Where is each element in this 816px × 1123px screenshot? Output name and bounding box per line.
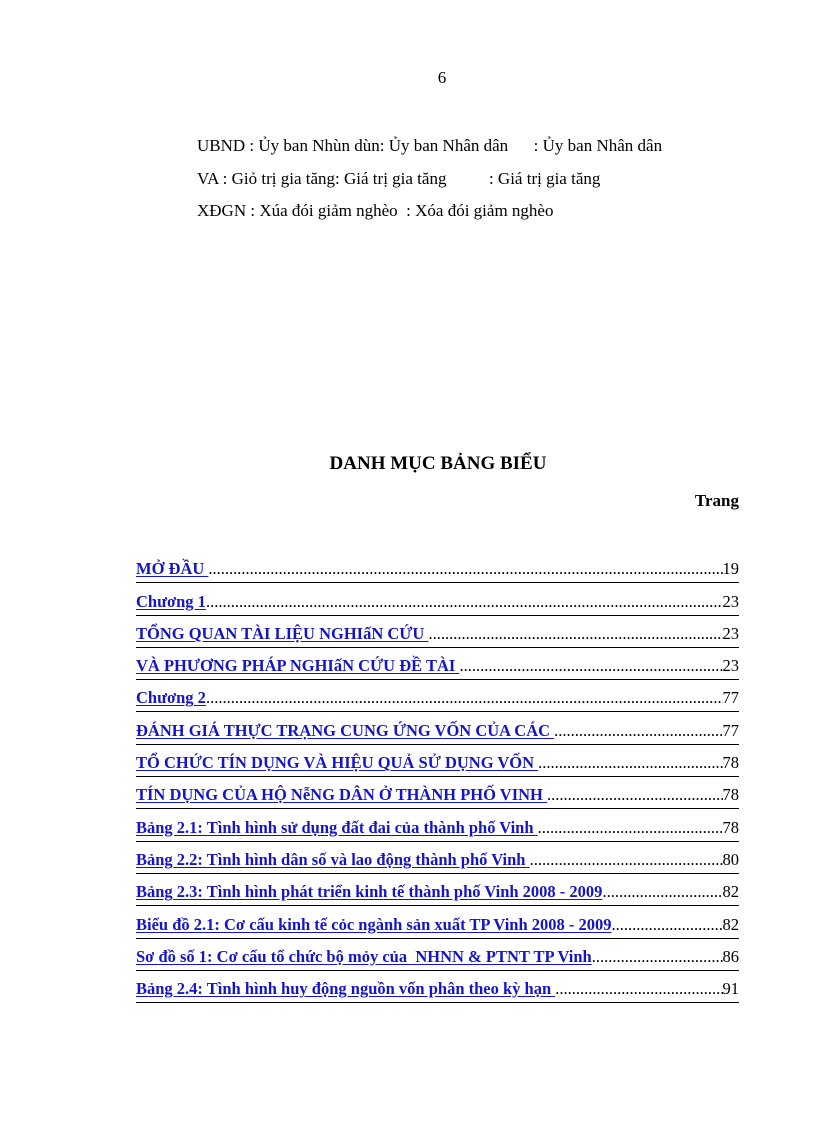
toc-entry-label[interactable]: TỔNG QUAN TÀI LIỆU NGHIấN CỨU [136, 623, 429, 643]
toc-leader-dots [206, 688, 723, 708]
toc-leader-dots [428, 624, 722, 644]
abbreviation-item: UBND : Ủy ban Nhùn dùn: Ủy ban Nhân dân : Ủy ban Nhân dân [197, 136, 663, 155]
toc-entry-page: 82 [722, 882, 739, 902]
toc-entry-label[interactable]: ĐÁNH GIÁ THỰC TRẠNG CUNG ỨNG VỐN CỦA CÁC [136, 720, 555, 740]
toc-entry-label[interactable]: Bảng 2.1: Tình hình sử dụng đất đai của thành phố Vinh [136, 817, 538, 837]
toc-entry-label[interactable]: VÀ PHƯƠNG PHÁP NGHIấN CỨU ĐỀ TÀI [136, 656, 460, 676]
abbreviation-item: VA : Giỏ trị gia tăng: Giá trị gia tăng : Giá trị gia tăng [197, 168, 601, 188]
toc-entry-label[interactable]: TÍN DỤNG CỦA HỘ NễNG DÂN Ở THÀNH PHỐ VINH [136, 785, 547, 805]
toc-entry[interactable] [136, 809, 739, 841]
toc-entry-label[interactable]: Bảng 2.3: Tình hình phát triển kinh tế thành phố Vinh 2008 - 2009 [136, 882, 603, 902]
toc-leader-dots [538, 753, 722, 773]
table-of-contents [136, 551, 739, 1003]
toc-entry-page: 23 [722, 591, 739, 611]
toc-entry[interactable] [136, 680, 739, 712]
toc-leader-dots [555, 979, 722, 999]
toc-entry-page: 23 [722, 656, 739, 676]
toc-entry[interactable] [136, 648, 739, 680]
toc-entry-page: 78 [722, 785, 739, 805]
toc-entry-label[interactable]: Bảng 2.4: Tình hình huy động nguồn vốn phân theo kỳ hạn [136, 979, 556, 999]
toc-leader-dots [602, 882, 722, 902]
toc-entry-page: 77 [722, 688, 739, 708]
toc-leader-dots [592, 947, 723, 967]
toc-entry[interactable] [136, 906, 739, 938]
toc-entry[interactable] [136, 583, 739, 615]
toc-entry[interactable] [136, 616, 739, 648]
toc-entry-page: 82 [722, 914, 739, 934]
toc-entry-label[interactable]: Biểu đồ 2.1: Cơ cấu kinh tế cỏc ngành sản xuất TP Vinh 2008 - 2009 [136, 914, 612, 934]
toc-entry[interactable] [136, 842, 739, 874]
toc-entry[interactable] [136, 745, 739, 777]
abbreviation-item: XĐGN : Xúa đói giảm nghèo : Xóa đói giảm nghèo [197, 201, 554, 220]
toc-entry-label[interactable]: MỞ ĐẦU [136, 559, 209, 579]
toc-entry-page: 23 [722, 623, 739, 643]
toc-entry[interactable] [136, 712, 739, 744]
abbreviation-list [197, 130, 777, 228]
toc-entry-label[interactable]: Bảng 2.2: Tình hình dân số và lao động thành phố Vinh [136, 849, 530, 869]
toc-leader-dots [612, 915, 723, 935]
toc-leader-dots [538, 818, 723, 838]
toc-entry-label[interactable]: Sơ đồ số 1: Cơ cấu tổ chức bộ mỏy của NHNN & PTNT TP Vinh [136, 946, 592, 966]
toc-entry-page: 91 [722, 979, 739, 999]
toc-page-column-header: Trang [694, 491, 739, 510]
toc-entry-page: 19 [722, 559, 739, 579]
toc-entry-page: 80 [722, 849, 739, 869]
toc-entry[interactable] [136, 777, 739, 809]
toc-entry-page: 86 [722, 946, 739, 966]
toc-entry-page: 78 [722, 753, 739, 773]
toc-leader-dots [530, 850, 723, 870]
toc-leader-dots [554, 721, 722, 741]
toc-entry-label[interactable]: TỔ CHỨC TÍN DỤNG VÀ HIỆU QUẢ SỬ DỤNG VỐN [136, 753, 539, 773]
toc-leader-dots [547, 785, 723, 805]
toc-entry[interactable] [136, 874, 739, 906]
toc-entry-page: 77 [722, 720, 739, 740]
toc-entry[interactable] [136, 971, 739, 1003]
page-number: 6 [437, 68, 447, 87]
toc-leader-dots [459, 656, 722, 676]
toc-title: DANH MỤC BẢNG BIỂU [329, 453, 547, 474]
toc-leader-dots [206, 592, 723, 612]
toc-entry[interactable] [136, 551, 739, 583]
toc-entry[interactable] [136, 939, 739, 971]
toc-entry-page: 78 [722, 817, 739, 837]
toc-entry-label[interactable]: Chương 1 [136, 591, 206, 611]
toc-entry-label[interactable]: Chương 2 [136, 688, 206, 708]
toc-leader-dots [208, 559, 722, 579]
